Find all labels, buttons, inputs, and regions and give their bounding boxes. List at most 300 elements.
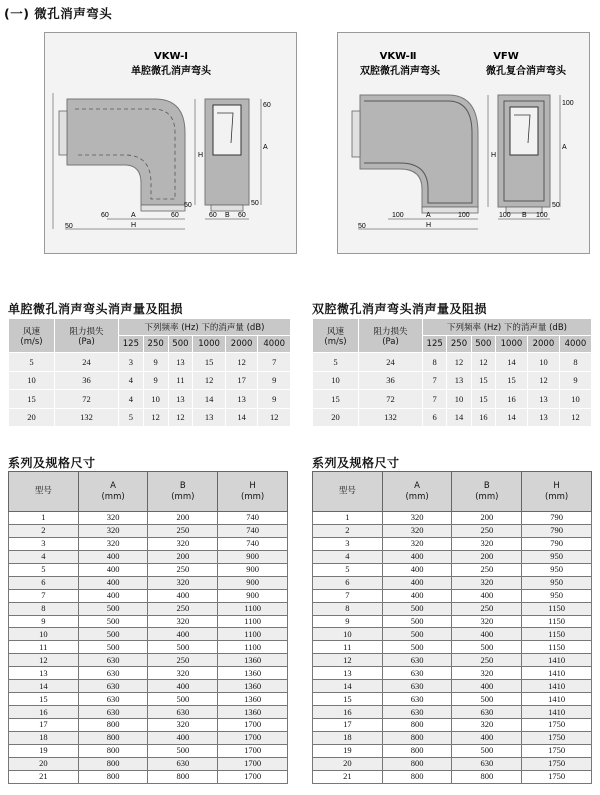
- table-row: [9, 524, 288, 537]
- dim-h-bottom: H: [426, 222, 432, 229]
- spec-cell: 1100: [218, 602, 288, 615]
- spec-cell: 1410: [522, 693, 592, 706]
- header-speed: 风速 (m/s): [9, 319, 55, 353]
- cell-speed: 20: [9, 408, 55, 427]
- spec-cell: 1360: [218, 667, 288, 680]
- dim-60-left: 60: [101, 212, 109, 219]
- spec-cell: 10: [313, 628, 383, 641]
- spec-cell: 320: [148, 667, 218, 680]
- model-label-1: VKW-Ⅱ: [379, 51, 417, 62]
- spec-cell: 320: [452, 719, 522, 732]
- header-speed: 风速 (m/s): [313, 319, 359, 353]
- spec-cell: 8: [313, 602, 383, 615]
- table-row: [9, 550, 288, 563]
- spec-cell: 400: [78, 563, 148, 576]
- dim-50-section: 50: [552, 202, 560, 209]
- spec-cell: 900: [218, 576, 288, 589]
- spec-cell: 500: [382, 641, 452, 654]
- spec-cell: 320: [78, 512, 148, 525]
- spec-cell: 740: [218, 512, 288, 525]
- spec-cell: 400: [382, 550, 452, 563]
- section-title: (一) 微孔消声弯头: [4, 6, 113, 21]
- spec-cell: 12: [313, 654, 383, 667]
- table-row: [9, 371, 291, 390]
- spec-cell: 500: [382, 615, 452, 628]
- spec-cell: 400: [148, 731, 218, 744]
- spec-cell: 400: [148, 628, 218, 641]
- spec-cell: 320: [78, 524, 148, 537]
- spec-cell: 1100: [218, 628, 288, 641]
- spec-cell: 250: [452, 602, 522, 615]
- cell-db: 6: [423, 408, 447, 427]
- dim-100-section-right: 100: [536, 212, 548, 219]
- spec-cell: 1150: [522, 628, 592, 641]
- spec-cell: 800: [382, 757, 452, 770]
- cell-db: 9: [143, 353, 168, 372]
- spec-cell: 400: [78, 576, 148, 589]
- cell-db: 13: [447, 371, 471, 390]
- spec-cell: 740: [218, 537, 288, 550]
- table-row: [313, 524, 592, 537]
- spec-cell: 1360: [218, 680, 288, 693]
- cell-db: 15: [193, 353, 226, 372]
- table-row: [313, 667, 592, 680]
- cell-speed: 15: [313, 390, 359, 409]
- spec-header: B (mm): [148, 472, 218, 512]
- table-row: [9, 770, 288, 783]
- spec-cell: 500: [148, 693, 218, 706]
- spec-cell: 800: [78, 731, 148, 744]
- cell-loss: 24: [55, 353, 119, 372]
- spec-cell: 1700: [218, 744, 288, 757]
- spec-cell: 1750: [522, 770, 592, 783]
- spec-cell: 400: [78, 589, 148, 602]
- cell-db: 12: [559, 408, 591, 427]
- spec-cell: 11: [9, 641, 79, 654]
- spec-cell: 400: [148, 589, 218, 602]
- spec-cell: 19: [313, 744, 383, 757]
- cell-loss: 36: [359, 371, 423, 390]
- table-row: [313, 719, 592, 732]
- table-row: [9, 680, 288, 693]
- spec-cell: 9: [313, 615, 383, 628]
- table-row: [313, 512, 592, 525]
- spec-cell: 500: [452, 641, 522, 654]
- cell-db: 9: [258, 390, 291, 409]
- spec-cell: 1150: [522, 641, 592, 654]
- spec-cell: 2: [313, 524, 383, 537]
- spec-cell: 250: [452, 524, 522, 537]
- caption-label: 单腔微孔消声弯头: [131, 66, 211, 77]
- cell-db: 16: [471, 408, 495, 427]
- spec-cell: 630: [78, 693, 148, 706]
- spec-cell: 320: [452, 576, 522, 589]
- spec-cell: 1750: [522, 757, 592, 770]
- spec-cell: 900: [218, 563, 288, 576]
- spec-cell: 900: [218, 550, 288, 563]
- cell-db: 14: [495, 408, 527, 427]
- spec-cell: 630: [382, 654, 452, 667]
- table-row: [313, 615, 592, 628]
- spec-cell: 800: [148, 770, 218, 783]
- cell-db: 12: [447, 353, 471, 372]
- spec-cell: 1750: [522, 719, 592, 732]
- spec-cell: 15: [9, 693, 79, 706]
- spec-cell: 1100: [218, 615, 288, 628]
- spec-header: A (mm): [78, 472, 148, 512]
- spec-cell: 1700: [218, 770, 288, 783]
- table-row: [313, 390, 592, 409]
- spec-cell: 4: [9, 550, 79, 563]
- spec-cell: 3: [9, 537, 79, 550]
- model-label-2: VFW: [493, 51, 519, 62]
- cell-loss: 132: [55, 408, 119, 427]
- spec-cell: 400: [452, 731, 522, 744]
- drawing-panel-single: [44, 32, 297, 254]
- dim-a-section: A: [562, 144, 567, 151]
- spec-cell: 400: [382, 589, 452, 602]
- spec-cell: 1: [9, 512, 79, 525]
- dim-a-section: A: [263, 144, 268, 151]
- spec-cell: 500: [452, 744, 522, 757]
- spec-title-double: 系列及规格尺寸: [312, 456, 400, 470]
- table-row: [313, 576, 592, 589]
- cell-db: 14: [447, 408, 471, 427]
- spec-cell: 6: [313, 576, 383, 589]
- cell-db: 7: [423, 371, 447, 390]
- spec-cell: 500: [78, 641, 148, 654]
- spec-cell: 2: [9, 524, 79, 537]
- table-row: [313, 563, 592, 576]
- spec-header: B (mm): [452, 472, 522, 512]
- freq-header: 500: [471, 336, 495, 353]
- cell-db: 4: [119, 390, 144, 409]
- table-row: [313, 408, 592, 427]
- cell-db: 10: [559, 390, 591, 409]
- spec-cell: 200: [452, 512, 522, 525]
- spec-cell: 630: [452, 706, 522, 719]
- spec-cell: 16: [313, 706, 383, 719]
- spec-cell: 1410: [522, 654, 592, 667]
- spec-cell: 1700: [218, 719, 288, 732]
- spec-cell: 320: [78, 537, 148, 550]
- spec-cell: 950: [522, 563, 592, 576]
- cell-db: 12: [168, 408, 193, 427]
- spec-cell: 13: [313, 667, 383, 680]
- cell-db: 13: [225, 390, 258, 409]
- perf-title-single: 单腔微孔消声弯头消声量及阻损: [8, 302, 184, 316]
- spec-cell: 16: [9, 706, 79, 719]
- caption-label-2: 微孔复合消声弯头: [486, 66, 566, 77]
- freq-header: 500: [168, 336, 193, 353]
- header-loss: 阻力损失 (Pa): [55, 319, 119, 353]
- cell-speed: 10: [313, 371, 359, 390]
- dim-50-bottom: 50: [65, 223, 73, 230]
- table-row: [313, 641, 592, 654]
- spec-cell: 800: [382, 744, 452, 757]
- spec-cell: 1360: [218, 706, 288, 719]
- spec-cell: 18: [313, 731, 383, 744]
- spec-cell: 630: [382, 680, 452, 693]
- spec-cell: 800: [78, 757, 148, 770]
- spec-cell: 320: [452, 615, 522, 628]
- spec-cell: 630: [382, 693, 452, 706]
- cell-db: 13: [168, 390, 193, 409]
- cell-db: 17: [225, 371, 258, 390]
- spec-cell: 800: [78, 770, 148, 783]
- spec-cell: 630: [148, 706, 218, 719]
- caption-label-1: 双腔微孔消声弯头: [360, 66, 440, 77]
- table-row: [313, 628, 592, 641]
- cell-db: 8: [423, 353, 447, 372]
- cell-db: 14: [225, 408, 258, 427]
- cell-db: 9: [143, 371, 168, 390]
- table-row: [9, 744, 288, 757]
- spec-cell: 500: [78, 615, 148, 628]
- table-row: [9, 628, 288, 641]
- freq-header: 250: [447, 336, 471, 353]
- dim-100-left: 100: [392, 212, 404, 219]
- table-row: [313, 589, 592, 602]
- spec-cell: 21: [313, 770, 383, 783]
- model-label: VKW-Ⅰ: [154, 51, 188, 62]
- spec-cell: 500: [78, 602, 148, 615]
- spec-cell: 400: [382, 576, 452, 589]
- spec-cell: 11: [313, 641, 383, 654]
- spec-cell: 630: [78, 680, 148, 693]
- spec-cell: 5: [313, 563, 383, 576]
- spec-cell: 630: [78, 654, 148, 667]
- table-row: [313, 550, 592, 563]
- spec-cell: 1410: [522, 667, 592, 680]
- table-row: [313, 654, 592, 667]
- spec-cell: 250: [148, 654, 218, 667]
- cell-db: 16: [495, 390, 527, 409]
- spec-cell: 1410: [522, 680, 592, 693]
- cell-db: 12: [193, 371, 226, 390]
- cell-speed: 15: [9, 390, 55, 409]
- spec-cell: 320: [452, 667, 522, 680]
- spec-cell: 500: [148, 744, 218, 757]
- freq-header: 125: [423, 336, 447, 353]
- dim-60-section-right: 60: [238, 212, 246, 219]
- dim-h-side: H: [491, 152, 497, 159]
- spec-cell: 1750: [522, 744, 592, 757]
- table-row: [313, 537, 592, 550]
- perf-title-double: 双腔微孔消声弯头消声量及阻损: [312, 302, 488, 316]
- spec-cell: 500: [148, 641, 218, 654]
- cell-db: 7: [258, 353, 291, 372]
- spec-cell: 1410: [522, 706, 592, 719]
- spec-cell: 5: [9, 563, 79, 576]
- cell-db: 14: [495, 353, 527, 372]
- freq-header: 125: [119, 336, 144, 353]
- spec-cell: 9: [9, 615, 79, 628]
- spec-cell: 790: [522, 537, 592, 550]
- spec-cell: 1700: [218, 731, 288, 744]
- table-row: [9, 654, 288, 667]
- table-row: [9, 512, 288, 525]
- spec-header: H (mm): [522, 472, 592, 512]
- spec-cell: 250: [148, 602, 218, 615]
- cell-speed: 10: [9, 371, 55, 390]
- table-row: [313, 706, 592, 719]
- table-row: [9, 615, 288, 628]
- dim-50-bottom: 50: [358, 223, 366, 230]
- cell-speed: 5: [313, 353, 359, 372]
- dim-60-right: 60: [171, 212, 179, 219]
- freq-header: 2000: [527, 336, 559, 353]
- spec-header: 型号: [313, 472, 383, 512]
- spec-table-double: [312, 471, 592, 784]
- spec-cell: 8: [9, 602, 79, 615]
- table-row: [9, 719, 288, 732]
- spec-cell: 3: [313, 537, 383, 550]
- spec-cell: 17: [313, 719, 383, 732]
- table-row: [9, 641, 288, 654]
- table-row: [313, 353, 592, 372]
- table-row: [313, 770, 592, 783]
- spec-cell: 900: [218, 589, 288, 602]
- table-row: [313, 744, 592, 757]
- spec-cell: 320: [148, 615, 218, 628]
- table-row: [9, 563, 288, 576]
- cell-db: 4: [119, 371, 144, 390]
- dim-100-section-top: 100: [562, 100, 574, 107]
- table-row: [9, 353, 291, 372]
- spec-cell: 800: [78, 719, 148, 732]
- spec-cell: 320: [148, 576, 218, 589]
- cell-db: 10: [447, 390, 471, 409]
- cell-db: 13: [168, 353, 193, 372]
- freq-header: 1000: [193, 336, 226, 353]
- dim-60-section-left: 60: [209, 212, 217, 219]
- spec-cell: 500: [452, 693, 522, 706]
- spec-cell: 400: [452, 628, 522, 641]
- spec-cell: 19: [9, 744, 79, 757]
- cell-speed: 5: [9, 353, 55, 372]
- cell-db: 15: [471, 371, 495, 390]
- spec-cell: 800: [382, 731, 452, 744]
- cell-db: 15: [471, 390, 495, 409]
- spec-cell: 6: [9, 576, 79, 589]
- table-row: [9, 589, 288, 602]
- freq-header: 4000: [258, 336, 291, 353]
- cell-db: 12: [258, 408, 291, 427]
- table-row: [313, 602, 592, 615]
- spec-cell: 500: [382, 628, 452, 641]
- cell-loss: 72: [359, 390, 423, 409]
- freq-header: 2000: [225, 336, 258, 353]
- spec-cell: 250: [148, 563, 218, 576]
- dim-100-right: 100: [458, 212, 470, 219]
- spec-table-single: [8, 471, 288, 784]
- spec-cell: 200: [148, 550, 218, 563]
- dim-a-bottom: A: [426, 212, 431, 219]
- spec-cell: 1700: [218, 757, 288, 770]
- spec-cell: 15: [313, 693, 383, 706]
- spec-cell: 950: [522, 550, 592, 563]
- spec-cell: 800: [78, 744, 148, 757]
- dim-b-section: B: [522, 212, 527, 219]
- cell-loss: 36: [55, 371, 119, 390]
- cell-db: 7: [423, 390, 447, 409]
- cell-speed: 20: [313, 408, 359, 427]
- cell-db: 9: [559, 371, 591, 390]
- spec-cell: 250: [148, 524, 218, 537]
- perf-table-double: [312, 318, 592, 427]
- table-row: [313, 731, 592, 744]
- spec-header: A (mm): [382, 472, 452, 512]
- dim-b-section: B: [225, 212, 230, 219]
- drawing-panel-double: [337, 32, 590, 254]
- table-row: [9, 757, 288, 770]
- dim-50-section: 50: [251, 200, 259, 207]
- cell-db: 3: [119, 353, 144, 372]
- spec-cell: 790: [522, 512, 592, 525]
- spec-cell: 1750: [522, 731, 592, 744]
- table-row: [9, 408, 291, 427]
- spec-cell: 630: [382, 706, 452, 719]
- cell-loss: 24: [359, 353, 423, 372]
- cell-db: 14: [193, 390, 226, 409]
- spec-cell: 630: [78, 667, 148, 680]
- spec-cell: 800: [452, 770, 522, 783]
- spec-cell: 10: [9, 628, 79, 641]
- table-row: [9, 731, 288, 744]
- spec-cell: 320: [452, 537, 522, 550]
- spec-cell: 790: [522, 524, 592, 537]
- elbow-drawing-single: [45, 33, 298, 255]
- freq-header: 4000: [559, 336, 591, 353]
- spec-cell: 320: [382, 537, 452, 550]
- spec-cell: 630: [148, 757, 218, 770]
- table-row: [9, 706, 288, 719]
- spec-cell: 7: [9, 589, 79, 602]
- cell-db: 10: [143, 390, 168, 409]
- spec-cell: 400: [452, 680, 522, 693]
- spec-cell: 1150: [522, 615, 592, 628]
- spec-cell: 200: [148, 512, 218, 525]
- table-row: [313, 757, 592, 770]
- spec-cell: 20: [313, 757, 383, 770]
- spec-cell: 21: [9, 770, 79, 783]
- spec-cell: 12: [9, 654, 79, 667]
- cell-db: 8: [559, 353, 591, 372]
- spec-header: 型号: [9, 472, 79, 512]
- spec-cell: 17: [9, 719, 79, 732]
- spec-cell: 1: [313, 512, 383, 525]
- spec-cell: 1360: [218, 693, 288, 706]
- table-row: [9, 390, 291, 409]
- dim-a-bottom: A: [131, 212, 136, 219]
- freq-header: 1000: [495, 336, 527, 353]
- cell-loss: 132: [359, 408, 423, 427]
- spec-cell: 400: [148, 680, 218, 693]
- cell-db: 9: [258, 371, 291, 390]
- spec-cell: 630: [382, 667, 452, 680]
- spec-cell: 320: [382, 524, 452, 537]
- spec-cell: 320: [148, 719, 218, 732]
- cell-db: 12: [225, 353, 258, 372]
- freq-header: 250: [143, 336, 168, 353]
- dim-60-section-top: 60: [263, 102, 271, 109]
- cell-db: 12: [143, 408, 168, 427]
- dim-h-side: H: [198, 152, 204, 159]
- spec-cell: 1150: [522, 602, 592, 615]
- spec-cell: 740: [218, 524, 288, 537]
- cell-db: 13: [527, 408, 559, 427]
